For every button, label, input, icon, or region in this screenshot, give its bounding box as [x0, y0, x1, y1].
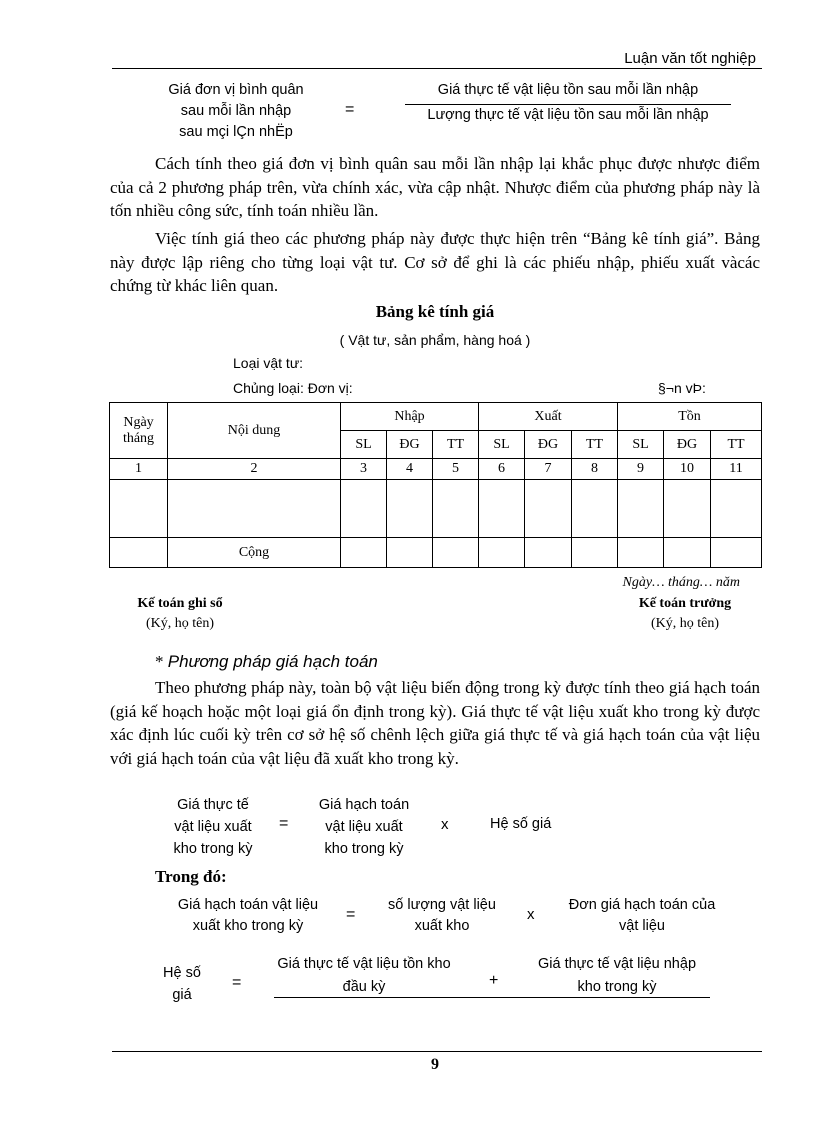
sub-header: ĐG	[387, 431, 433, 459]
col-number: 9	[618, 459, 664, 480]
formula3-right: Đơn giá hạch toán của vật liệu	[568, 897, 716, 934]
formula1-left: Giá đơn vị bình quân sau mỗi lần nhập sau mçi lÇn nhËp	[168, 82, 304, 140]
col-number: 2	[168, 459, 341, 480]
price-table	[109, 402, 762, 568]
trong-do-label: Trong đó:	[155, 867, 227, 886]
sub-header: TT	[572, 431, 618, 459]
chung-loai: Chủng loại: Đơn vị:	[233, 380, 353, 396]
formula1-equals: =	[345, 101, 355, 118]
col-number: 10	[664, 459, 711, 480]
signature-left-sub: (Ký, họ tên)	[145, 616, 215, 631]
col-number: 5	[433, 459, 479, 480]
sub-header: SL	[341, 431, 387, 459]
col-nhap: Nhập	[341, 403, 479, 431]
formula2-equals: =	[279, 815, 289, 832]
col-number: 8	[572, 459, 618, 480]
col-number: 1	[110, 459, 168, 480]
col-number: 6	[479, 459, 525, 480]
formula4-term2: Giá thực tế vật liệu nhập kho trong kỳ	[537, 956, 697, 995]
header-title: Luận văn tốt nghiệp	[624, 50, 756, 67]
col-number: 3	[341, 459, 387, 480]
sub-header: ĐG	[664, 431, 711, 459]
table-row-empty	[110, 480, 762, 538]
formula3-left: Giá hạch toán vật liệu xuất kho trong kỳ	[177, 897, 319, 934]
footer-rule	[112, 1051, 762, 1052]
signature-date: Ngày… tháng… năm	[622, 575, 740, 590]
method-heading: * Phương pháp giá hạch toán	[155, 652, 378, 671]
col-number: 4	[387, 459, 433, 480]
table-title: Bảng kê tính giá	[375, 302, 495, 321]
signature-right-title: Kế toán trưởng	[638, 596, 732, 611]
formula2-times: x	[441, 816, 449, 833]
col-ton: Tồn	[618, 403, 762, 431]
col-number: 7	[525, 459, 572, 480]
table-row-numbers	[110, 459, 762, 480]
header-rule	[112, 68, 762, 69]
formula4-equals: =	[232, 974, 242, 991]
sub-header: TT	[433, 431, 479, 459]
table-subtitle: ( Vật tư, sản phẩm, hàng hoá )	[339, 332, 531, 348]
star-bullet: *	[155, 652, 164, 671]
sub-header: SL	[479, 431, 525, 459]
formula2-middle: Giá hạch toán vật liệu xuất kho trong kỳ	[318, 797, 410, 857]
formula4-left: Hệ số giá	[163, 965, 201, 1003]
formula3-middle: số lượng vật liệu xuất kho	[388, 897, 496, 934]
formula1-numerator: Giá thực tế vật liệu tồn sau mỗi lần nhập	[437, 82, 699, 98]
formula4-term1: Giá thực tế vật liệu tồn kho đầu kỳ	[277, 956, 451, 995]
formula2-left: Giá thực tế vật liệu xuất kho trong kỳ	[173, 797, 253, 857]
sub-header: SL	[618, 431, 664, 459]
formula2-right: Hệ số giá	[490, 816, 552, 832]
page-number: 9	[431, 1056, 439, 1073]
paragraph-1: Cách tính theo giá đơn vị bình quân sau mỗi lần nhập lại khắc phục được nhược điểm của cả 2 phương pháp trên, vừa chính xác, vừa cập nhật. Nhược điểm của phương pháp này là tốn nhiều công sức, tính toán nhiều lần.	[110, 154, 760, 220]
col-number: 11	[711, 459, 762, 480]
signature-left-title: Kế toán ghi sổ	[137, 596, 223, 611]
formula3-equals: =	[346, 906, 356, 923]
formula1-denominator: Lượng thực tế vật liệu tồn sau mỗi lần nhập	[427, 107, 709, 123]
col-ngay-thang: Ngày tháng	[110, 403, 168, 459]
paragraph-2: Việc tính giá theo các phương pháp này được thực hiện trên “Bảng kê tính giá”. Bảng này được lập riêng cho từng loại vật tư. Cơ sở để ghi là các phiếu nhập, phiếu xuất vàcác chứng từ khác liên quan.	[110, 229, 760, 295]
col-xuat: Xuất	[479, 403, 618, 431]
formula3-times: x	[527, 906, 535, 923]
sub-header: ĐG	[525, 431, 572, 459]
paragraph-3: Theo phương pháp này, toàn bộ vật liệu biến động trong kỳ được tính theo giá hạch toán (giá kế hoạch hoặc một loại giá ổn định trong kỳ). Giá thực tế vật liệu xuất kho trong kỳ được xác định lúc cuối kỳ trên cơ sở hệ số chênh lệch giữa giá thực tế và giá hạch toán của vật liệu với giá hạch toán của vật liệu đã xuất kho trong kỳ.	[110, 678, 760, 768]
formula4-fraction-line	[274, 997, 710, 998]
table-row-total	[110, 538, 762, 568]
signature-right-sub: (Ký, họ tên)	[650, 616, 720, 631]
formula4-plus: +	[489, 972, 499, 989]
don-vi: §¬n vÞ:	[658, 380, 706, 396]
cong-label: Cộng	[168, 538, 341, 568]
formula1-fraction-line	[405, 104, 731, 105]
col-noi-dung: Nội dung	[168, 403, 341, 459]
loai-vat-tu: Loại vật tư:	[233, 355, 304, 371]
sub-header: TT	[711, 431, 762, 459]
